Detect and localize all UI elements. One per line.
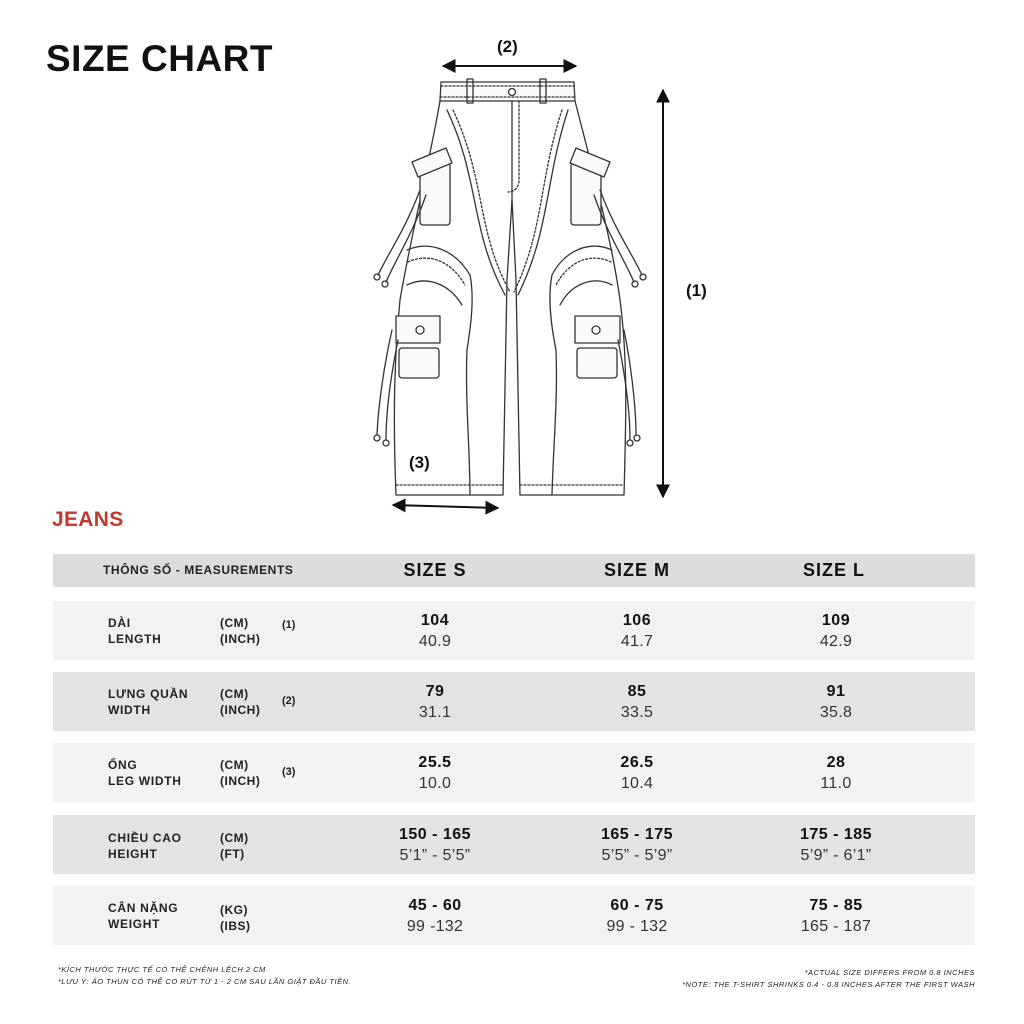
cell-size-l xyxy=(751,753,921,795)
value-secondary: 11.0 xyxy=(820,775,852,792)
value-primary: 26.5 xyxy=(620,754,654,771)
page-title: SIZE CHART xyxy=(46,38,273,79)
row-name-vi: CHIỀU CAO xyxy=(108,831,182,845)
row-dimension-code: (1) xyxy=(282,619,296,631)
dim-arrow-leg xyxy=(393,505,498,508)
footnote-shrink-en: *NOTE: THE T-SHIRT SHRINKS 0.4 - 0.8 INCHES AFTER THE FIRST WASH xyxy=(682,980,975,989)
value-primary: 79 xyxy=(425,683,445,700)
table-row xyxy=(53,743,975,802)
value-secondary: 40.9 xyxy=(418,633,452,650)
size-m-header: SIZE M xyxy=(603,560,670,580)
dim-label-waist: (2) xyxy=(497,37,518,56)
value-primary: 25.5 xyxy=(418,754,452,771)
measurements-header: THÔNG SỐ - MEASUREMENTS xyxy=(103,563,294,577)
footnote-left xyxy=(58,964,351,988)
row-name-en: WEIGHT xyxy=(108,917,161,931)
row-unit-secondary: (IBS) xyxy=(220,919,251,933)
row-unit-secondary: (INCH) xyxy=(220,703,261,717)
value-secondary: 41.7 xyxy=(620,633,654,650)
footnote-right xyxy=(682,967,975,991)
table-row xyxy=(53,886,975,945)
value-primary: 45 - 60 xyxy=(408,897,462,914)
jeans-outline xyxy=(374,79,646,495)
dim-label-leg: (3) xyxy=(409,453,430,472)
value-primary: 104 xyxy=(420,612,450,629)
table-row xyxy=(53,672,975,731)
value-secondary: 10.0 xyxy=(418,775,452,792)
value-secondary: 5’1” - 5’5” xyxy=(399,847,471,864)
value-secondary: 5’9” - 6’1” xyxy=(800,847,872,864)
value-secondary: 42.9 xyxy=(819,633,853,650)
cell-size-s xyxy=(350,611,520,653)
row-unit-secondary: (INCH) xyxy=(220,632,261,646)
value-primary: 60 - 75 xyxy=(610,897,664,914)
size-l-header: SIZE L xyxy=(802,560,865,580)
cell-size-l xyxy=(751,611,921,653)
row-name-en: LENGTH xyxy=(108,632,162,646)
row-name-vi: ỐNG xyxy=(108,758,138,772)
table-row xyxy=(53,601,975,660)
row-name-vi: CÂN NẶNG xyxy=(108,901,179,915)
footnote-size-variance-en: *ACTUAL SIZE DIFFERS FROM 0.8 INCHES xyxy=(804,968,975,977)
footnote-size-variance-vi: *KÍCH THƯỚC THỰC TẾ CÓ THỂ CHÊNH LỆCH 2 CM xyxy=(58,965,266,974)
row-unit-secondary: (INCH) xyxy=(220,774,261,788)
row-unit-primary: (CM) xyxy=(220,758,249,772)
value-secondary: 31.1 xyxy=(418,704,452,721)
cell-size-s xyxy=(350,896,520,938)
value-primary: 91 xyxy=(826,683,846,700)
value-primary: 85 xyxy=(627,683,647,700)
cell-size-m xyxy=(552,611,722,653)
value-primary: 106 xyxy=(622,612,652,629)
row-name-en: LEG WIDTH xyxy=(108,774,182,788)
cell-size-m xyxy=(552,825,722,867)
value-primary: 28 xyxy=(826,754,846,771)
dim-label-length: (1) xyxy=(686,281,707,300)
value-primary: 109 xyxy=(821,612,851,629)
value-secondary: 10.4 xyxy=(620,775,654,792)
row-dimension-code: (2) xyxy=(282,695,296,707)
value-secondary: 165 - 187 xyxy=(800,918,872,935)
row-name-vi: LƯNG QUẦN xyxy=(108,687,189,701)
value-secondary: 99 - 132 xyxy=(606,918,668,935)
table-row xyxy=(53,815,975,874)
cell-size-m xyxy=(552,753,722,795)
row-name-vi: DÀI xyxy=(108,616,131,630)
row-unit-primary: (CM) xyxy=(220,687,249,701)
row-unit-primary: (CM) xyxy=(220,616,249,630)
cell-size-m xyxy=(552,896,722,938)
value-secondary: 33.5 xyxy=(620,704,654,721)
value-secondary: 99 -132 xyxy=(406,918,464,935)
cell-size-l xyxy=(751,896,921,938)
row-dimension-code: (3) xyxy=(282,766,296,778)
row-unit-secondary: (FT) xyxy=(220,847,245,861)
cell-size-s xyxy=(350,825,520,867)
value-primary: 75 - 85 xyxy=(809,897,863,914)
row-unit-primary: (KG) xyxy=(220,903,248,917)
value-primary: 150 - 165 xyxy=(398,826,472,843)
cell-size-l xyxy=(751,825,921,867)
value-secondary: 5’5” - 5’9” xyxy=(601,847,673,864)
cell-size-l xyxy=(751,682,921,724)
cell-size-m xyxy=(552,682,722,724)
value-secondary: 35.8 xyxy=(819,704,853,721)
footnote-shrink-vi: *LƯU Ý: ÁO THUN CÓ THỂ CO RÚT TỪ 1 - 2 CM SAU LẦN GIẶT ĐẦU TIÊN. xyxy=(58,977,352,986)
value-primary: 175 - 185 xyxy=(799,826,873,843)
value-primary: 165 - 175 xyxy=(600,826,674,843)
size-s-header: SIZE S xyxy=(403,560,467,580)
table-header xyxy=(53,554,975,587)
cell-size-s xyxy=(350,753,520,795)
row-name-en: WIDTH xyxy=(108,703,151,717)
row-name-en: HEIGHT xyxy=(108,847,158,861)
section-title: JEANS xyxy=(52,508,124,531)
cell-size-s xyxy=(350,682,520,724)
row-unit-primary: (CM) xyxy=(220,831,249,845)
